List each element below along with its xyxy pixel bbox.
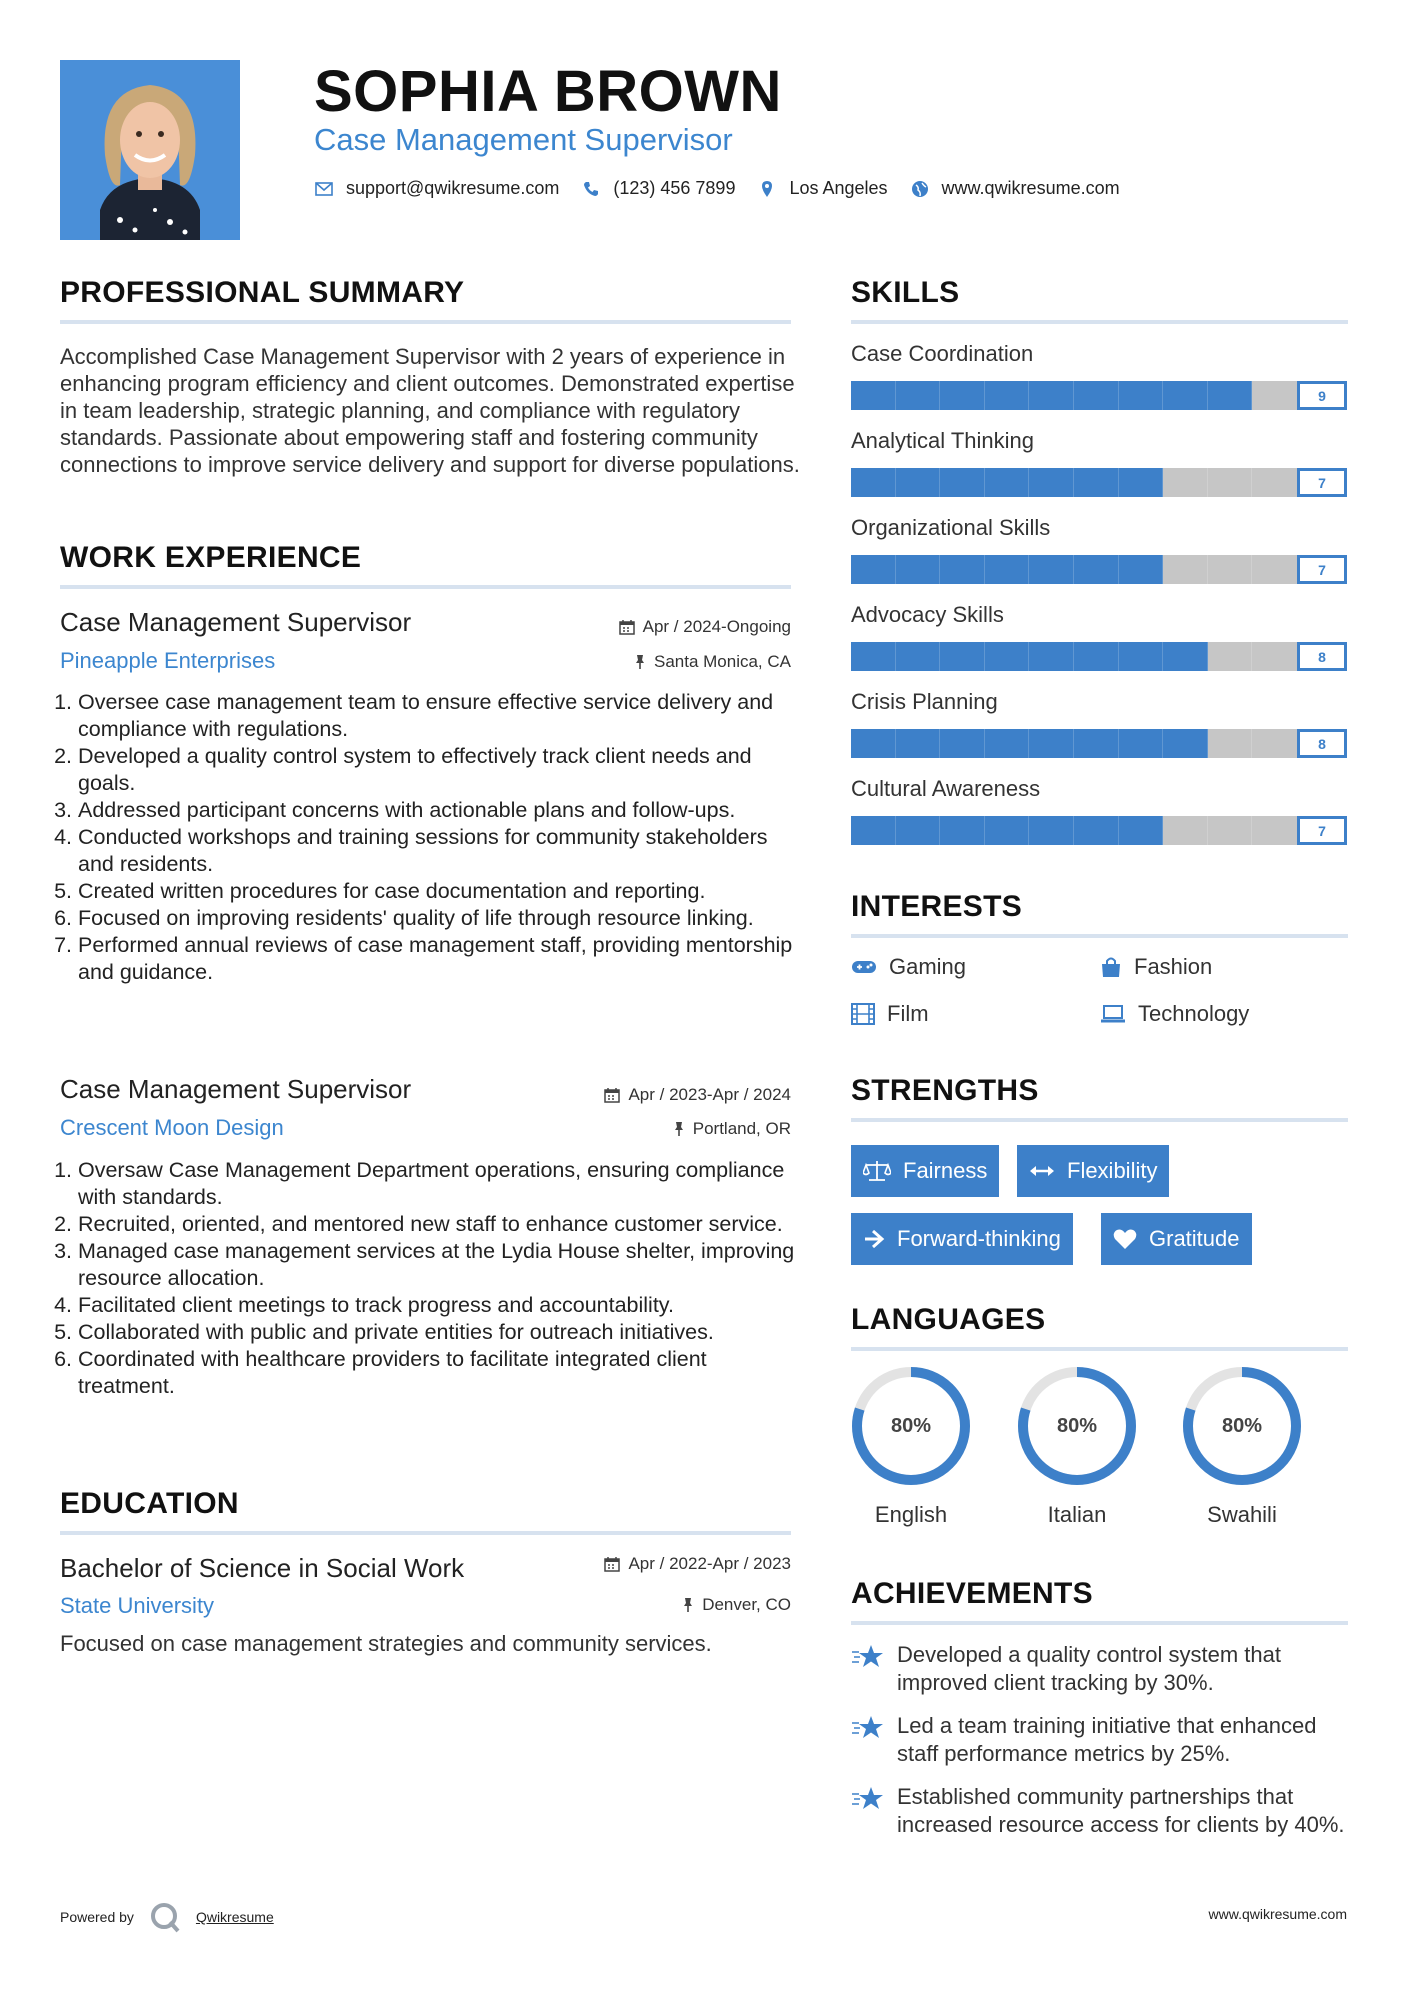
envelope-icon: [314, 179, 334, 199]
achievement-item: [851, 1783, 1347, 1839]
pin-icon: [673, 1121, 685, 1137]
job-dates: [619, 617, 791, 637]
skill-bar-segment: [1029, 555, 1074, 584]
job-title: Case Management Supervisor: [60, 607, 412, 637]
star-icon: [851, 1643, 885, 1697]
candidate-name: SOPHIA BROWN: [314, 59, 782, 124]
skill-bar-segment: [940, 555, 985, 584]
skill-bar-segment: [851, 642, 896, 671]
skill-bar-segment: [1163, 381, 1208, 410]
interests-heading: INTERESTS: [851, 890, 1023, 923]
interest-technology: [1100, 1001, 1249, 1027]
duty-item: 1. Oversaw Case Management Department operations, ensuring compliance with standards.: [78, 1157, 800, 1211]
skill-bar-segment: [1119, 555, 1164, 584]
achievement-item: [851, 1641, 1347, 1697]
skill-bar-segment: [1163, 729, 1208, 758]
skill-bar-segment: [985, 816, 1030, 845]
strength-label: Gratitude: [1149, 1226, 1240, 1251]
qwikresume-link[interactable]: Qwikresume: [195, 1909, 274, 1925]
education-rule: [60, 1531, 791, 1535]
interests-rule: [851, 934, 1348, 938]
skill-bar-segment: [851, 816, 896, 845]
duty-item: 2. Recruited, oriented, and mentored new staff to enhance customer service.: [78, 1211, 800, 1238]
shopping-bag-icon: [1100, 956, 1122, 978]
job-dates-text: Apr / 2024-Ongoing: [642, 617, 791, 636]
interest-label: Technology: [1138, 1001, 1250, 1026]
map-marker-icon: [757, 179, 777, 199]
portrait-image: [60, 60, 240, 240]
skill-level-badge: 9: [1297, 381, 1347, 410]
job-duties: [60, 1157, 800, 1400]
skill-level-badge: 8: [1297, 729, 1347, 758]
skill-bar: [851, 642, 1297, 671]
skill-level-badge: 7: [1297, 468, 1347, 497]
skill-bar: [851, 381, 1297, 410]
skill-level-badge: 7: [1297, 816, 1347, 845]
job-company: Pineapple Enterprises: [60, 648, 276, 673]
arrows-h-icon: [1029, 1164, 1055, 1178]
skill-bar-segment: [1119, 642, 1164, 671]
duty-item: 3. Addressed participant concerns with actionable plans and follow-ups.: [78, 797, 800, 824]
skill-bar-segment: [1074, 555, 1119, 584]
skill-bar-segment: [1208, 642, 1253, 671]
skill-bar-segment: [1208, 555, 1253, 584]
skill-bar-segment: [940, 729, 985, 758]
skill-bar-segment: [1252, 468, 1297, 497]
contact-phone[interactable]: (123) 456 7899: [613, 178, 736, 198]
qwikresume-logo-icon: [148, 1900, 182, 1934]
summary-text: Accomplished Case Management Supervisor with 2 years of experience in enhancing program efficiency and client outcomes. Demonstrated expertise in team leadership, strategic planning, and compliance with regulatory standards. Passionate about empowering staff and fostering community connections to improve service delivery and support for diverse populations.: [60, 344, 800, 477]
skill-bar-segment: [985, 729, 1030, 758]
language-ring: [1180, 1364, 1304, 1488]
skill-bar-segment: [1119, 816, 1164, 845]
interest-label: Film: [887, 1001, 929, 1026]
job-title: Case Management Supervisor: [60, 1074, 412, 1104]
skill-bar-segment: [851, 381, 896, 410]
skill-bar-segment: [1029, 642, 1074, 671]
contact-email[interactable]: support@qwikresume.com: [346, 178, 560, 198]
skill-bar-segment: [1252, 642, 1297, 671]
duty-item: 2. Developed a quality control system to effectively track client needs and goals.: [78, 743, 800, 797]
skill-bar-segment: [1029, 729, 1074, 758]
powered-by-label: Powered by: [60, 1909, 134, 1925]
strength-label: Flexibility: [1067, 1158, 1158, 1183]
language-label: English: [874, 1502, 948, 1527]
skill-bar: [851, 816, 1297, 845]
language-label: Swahili: [1207, 1502, 1277, 1527]
skill-bar-segment: [985, 555, 1030, 584]
skill-bar-segment: [1029, 381, 1074, 410]
skill-bar-segment: [985, 642, 1030, 671]
experience-heading: WORK EXPERIENCE: [60, 541, 362, 574]
skill-bar-segment: [896, 642, 941, 671]
education-dates-text: Apr / 2022-Apr / 2023: [628, 1554, 791, 1573]
job-location: [673, 1119, 791, 1139]
achievements-heading: ACHIEVEMENTS: [851, 1577, 1093, 1610]
interest-label: Gaming: [889, 954, 967, 979]
skill-bar-segment: [1163, 555, 1208, 584]
language-ring: [1015, 1364, 1139, 1488]
language-ring: [849, 1364, 973, 1488]
language-percent: 80%: [1221, 1414, 1263, 1437]
skills-heading: SKILLS: [851, 276, 960, 309]
skill-bar: [851, 729, 1297, 758]
skill-bar-segment: [1208, 816, 1253, 845]
duty-item: 3. Managed case management services at the Lydia House shelter, improving resource allocation.: [78, 1238, 800, 1292]
skill-bar-segment: [940, 642, 985, 671]
skill-bar: [851, 468, 1297, 497]
interest-film: [851, 1001, 929, 1027]
skill-bar-segment: [851, 468, 896, 497]
experience-rule: [60, 585, 791, 589]
skill-bar-segment: [985, 381, 1030, 410]
education-heading: EDUCATION: [60, 1487, 239, 1520]
footer-url[interactable]: www.qwikresume.com: [1208, 1906, 1347, 1922]
footer-powered-by: [60, 1900, 274, 1934]
duty-item: 4. Facilitated client meetings to track progress and accountability.: [78, 1292, 800, 1319]
balance-scale-icon: [863, 1160, 891, 1182]
strength-label: Fairness: [903, 1158, 988, 1183]
school-name: State University: [60, 1593, 215, 1618]
phone-icon: [581, 179, 601, 199]
education-location-text: Denver, CO: [702, 1595, 791, 1614]
profile-photo: [60, 60, 240, 240]
interest-fashion: [1100, 954, 1212, 980]
skill-bar-segment: [1119, 381, 1164, 410]
contact-website[interactable]: www.qwikresume.com: [941, 178, 1120, 198]
duty-item: 4. Conducted workshops and training sessions for community stakeholders and residents.: [78, 824, 800, 878]
skill-bar-segment: [851, 555, 896, 584]
job-company: Crescent Moon Design: [60, 1115, 284, 1140]
skill-label: Advocacy Skills: [851, 602, 1004, 627]
education-description: Focused on case management strategies and community services.: [60, 1631, 712, 1656]
languages-rule: [851, 1347, 1348, 1351]
duty-item: 5. Collaborated with public and private entities for outreach initiatives.: [78, 1319, 800, 1346]
skill-bar-segment: [1029, 468, 1074, 497]
duty-item: 5. Created written procedures for case documentation and reporting.: [78, 878, 800, 905]
arrow-right-icon: [863, 1229, 885, 1249]
education-dates: [604, 1554, 791, 1574]
strengths-heading: STRENGTHS: [851, 1074, 1039, 1107]
achievement-text: Established community partnerships that increased resource access for clients by 40%.: [897, 1784, 1345, 1837]
duty-item: 7. Performed annual reviews of case management staff, providing mentorship and guidance.: [78, 932, 800, 986]
skill-bar-segment: [1119, 729, 1164, 758]
interest-gaming: [851, 954, 966, 980]
contact-location: Los Angeles: [789, 178, 888, 198]
job-duties: [60, 689, 800, 986]
job-location-text: Santa Monica, CA: [653, 652, 791, 671]
strength-fairness: [851, 1145, 999, 1197]
skill-bar-segment: [1208, 381, 1253, 410]
skill-bar-segment: [1074, 642, 1119, 671]
skill-bar-segment: [1163, 816, 1208, 845]
skill-bar-segment: [1252, 555, 1297, 584]
skill-bar-segment: [1074, 729, 1119, 758]
skill-bar-segment: [1208, 729, 1253, 758]
skill-bar-segment: [1252, 381, 1297, 410]
skill-bar-segment: [1119, 468, 1164, 497]
skill-bar-segment: [1163, 642, 1208, 671]
skill-bar-segment: [896, 729, 941, 758]
strength-flexibility: [1017, 1145, 1169, 1197]
calendar-icon: [604, 1087, 620, 1103]
achievement-item: [851, 1712, 1347, 1768]
calendar-icon: [604, 1556, 620, 1572]
skill-bar-segment: [896, 555, 941, 584]
achievement-text: Led a team training initiative that enhanced staff performance metrics by 25%.: [897, 1713, 1317, 1766]
skill-label: Crisis Planning: [851, 689, 998, 714]
achievement-text: Developed a quality control system that improved client tracking by 30%.: [897, 1642, 1281, 1695]
skill-level-badge: 7: [1297, 555, 1347, 584]
skill-label: Organizational Skills: [851, 515, 1051, 540]
achievements-rule: [851, 1621, 1348, 1625]
skill-level-badge: 8: [1297, 642, 1347, 671]
skill-label: Cultural Awareness: [851, 776, 1041, 801]
skill-label: Case Coordination: [851, 341, 1034, 366]
skill-bar: [851, 555, 1297, 584]
job-location-text: Portland, OR: [692, 1119, 791, 1138]
pin-icon: [634, 654, 646, 670]
strength-label: Forward-thinking: [897, 1226, 1061, 1251]
skill-label: Analytical Thinking: [851, 428, 1035, 453]
strength-forward-thinking: [851, 1213, 1073, 1265]
skill-bar-segment: [940, 816, 985, 845]
duty-item: 6. Focused on improving residents' quality of life through resource linking.: [78, 905, 800, 932]
interest-label: Fashion: [1134, 954, 1213, 979]
summary-heading: PROFESSIONAL SUMMARY: [60, 276, 465, 309]
strengths-rule: [851, 1118, 1348, 1122]
duty-item: 1. Oversee case management team to ensure effective service delivery and compliance with regulations.: [78, 689, 800, 743]
language-percent: 80%: [890, 1414, 932, 1437]
skill-bar-segment: [1252, 816, 1297, 845]
film-icon: [851, 1003, 875, 1025]
skill-bar-segment: [1074, 468, 1119, 497]
skill-bar-segment: [1029, 816, 1074, 845]
language-percent: 80%: [1056, 1414, 1098, 1437]
skill-bar-segment: [851, 729, 896, 758]
skill-bar-segment: [1163, 468, 1208, 497]
skill-bar-segment: [1208, 468, 1253, 497]
pin-icon: [682, 1597, 694, 1613]
star-icon: [851, 1714, 885, 1768]
strength-gratitude: [1101, 1213, 1252, 1265]
skills-rule: [851, 320, 1348, 324]
star-icon: [851, 1785, 885, 1839]
skill-bar-segment: [1074, 816, 1119, 845]
laptop-icon: [1100, 1004, 1126, 1024]
skill-bar-segment: [1074, 381, 1119, 410]
duty-item: 6. Coordinated with healthcare providers to facilitate integrated client treatment.: [78, 1346, 800, 1400]
candidate-title: Case Management Supervisor: [314, 122, 733, 157]
summary-rule: [60, 320, 791, 324]
skill-bar-segment: [896, 816, 941, 845]
languages-heading: LANGUAGES: [851, 1303, 1046, 1336]
gamepad-icon: [851, 959, 877, 975]
degree-title: Bachelor of Science in Social Work: [60, 1553, 465, 1583]
language-label: Italian: [1047, 1502, 1107, 1527]
job-location: [634, 652, 791, 672]
skill-bar-segment: [985, 468, 1030, 497]
calendar-icon: [619, 619, 635, 635]
skill-bar-segment: [1252, 729, 1297, 758]
job-dates: [604, 1085, 791, 1105]
globe-icon: [910, 179, 930, 199]
skill-bar-segment: [940, 381, 985, 410]
skill-bar-segment: [896, 468, 941, 497]
job-dates-text: Apr / 2023-Apr / 2024: [628, 1085, 791, 1104]
contact-bar: [314, 178, 1142, 199]
skill-bar-segment: [940, 468, 985, 497]
skill-bar-segment: [896, 381, 941, 410]
heart-icon: [1113, 1228, 1137, 1250]
education-location: [682, 1595, 791, 1615]
